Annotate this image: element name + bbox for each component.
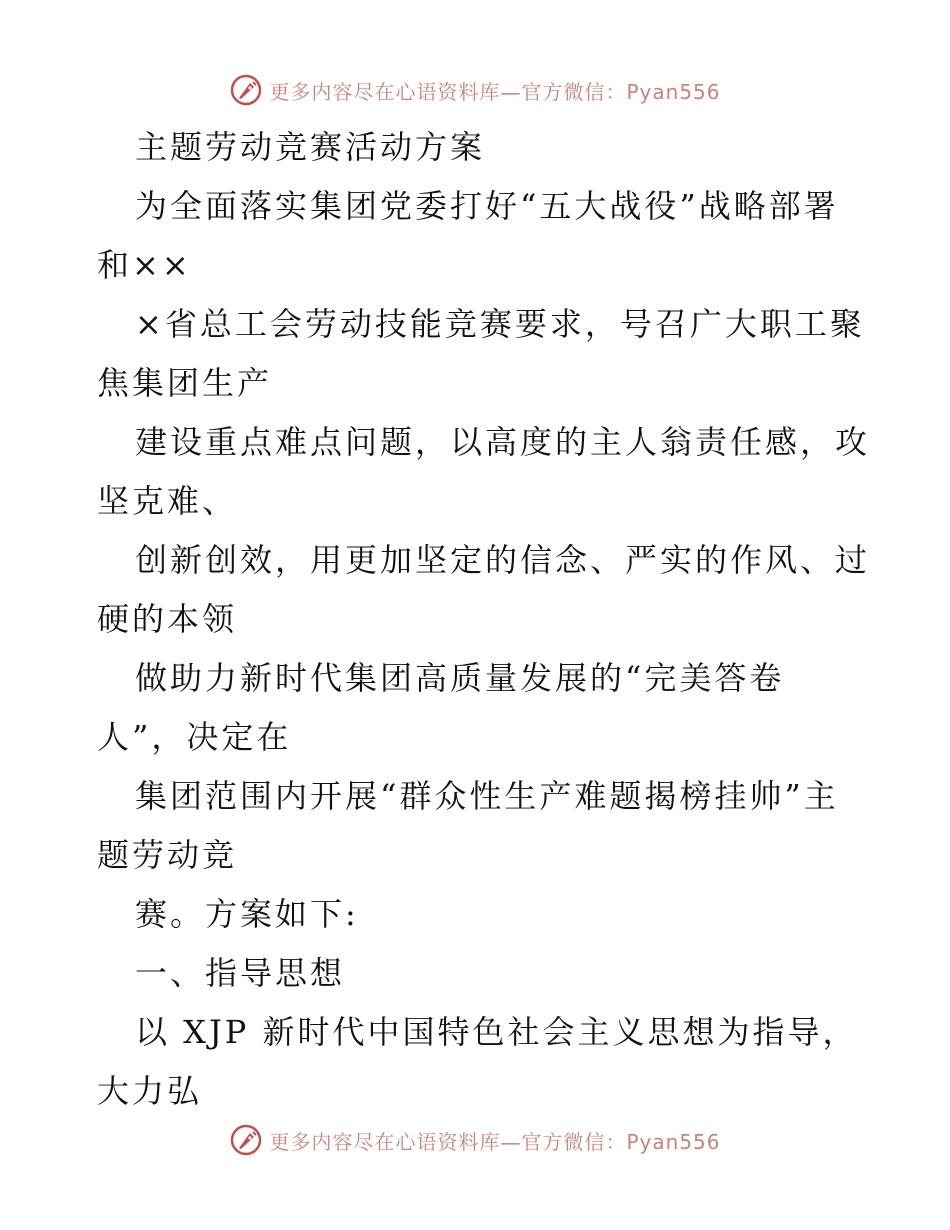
footer-watermark [0,1120,950,1160]
paragraph-line: 建设重点难点问题，以高度的主人翁责任感，攻 [135,423,871,461]
pen-nib-icon [229,1123,263,1157]
paragraph-line: 创新创效，用更加坚定的信念、严实的作风、过 [135,541,871,579]
paragraph-line: 集团范围内开展“群众性生产难题揭榜挂帅”主 [135,777,839,815]
document-title: 主题劳动竞赛活动方案 [135,128,486,166]
section-heading: 一、指导思想 [135,954,346,992]
paragraph-line: 以 XJP 新时代中国特色社会主义思想为指导， [135,1013,858,1051]
paragraph-line: ×省总工会劳动技能竞赛要求，号召广大职工聚 [135,305,865,343]
paragraph-line: 硬的本领 [97,600,238,638]
paragraph-line: 坚克难、 [97,482,238,520]
document-body [97,118,871,1121]
paragraph-line: 题劳动竞 [97,836,238,874]
header-watermark [0,70,950,110]
paragraph-line: 赛。方案如下: [135,895,359,933]
paragraph-line: 焦集团生产 [97,364,273,402]
paragraph-line: 做助力新时代集团高质量发展的“完美答卷 [135,659,785,697]
paragraph-line: 为全面落实集团党委打好“五大战役”战略部署 [135,187,839,225]
watermark-text: 更多内容尽在心语资料库—官方微信：Pyan556 [269,1129,721,1154]
paragraph-line: 人”，决定在 [97,718,292,756]
paragraph-line: 大力弘 [97,1072,203,1110]
watermark-text: 更多内容尽在心语资料库—官方微信：Pyan556 [269,79,721,104]
pen-nib-icon [229,73,263,107]
paragraph-line: 和×× [97,246,192,284]
